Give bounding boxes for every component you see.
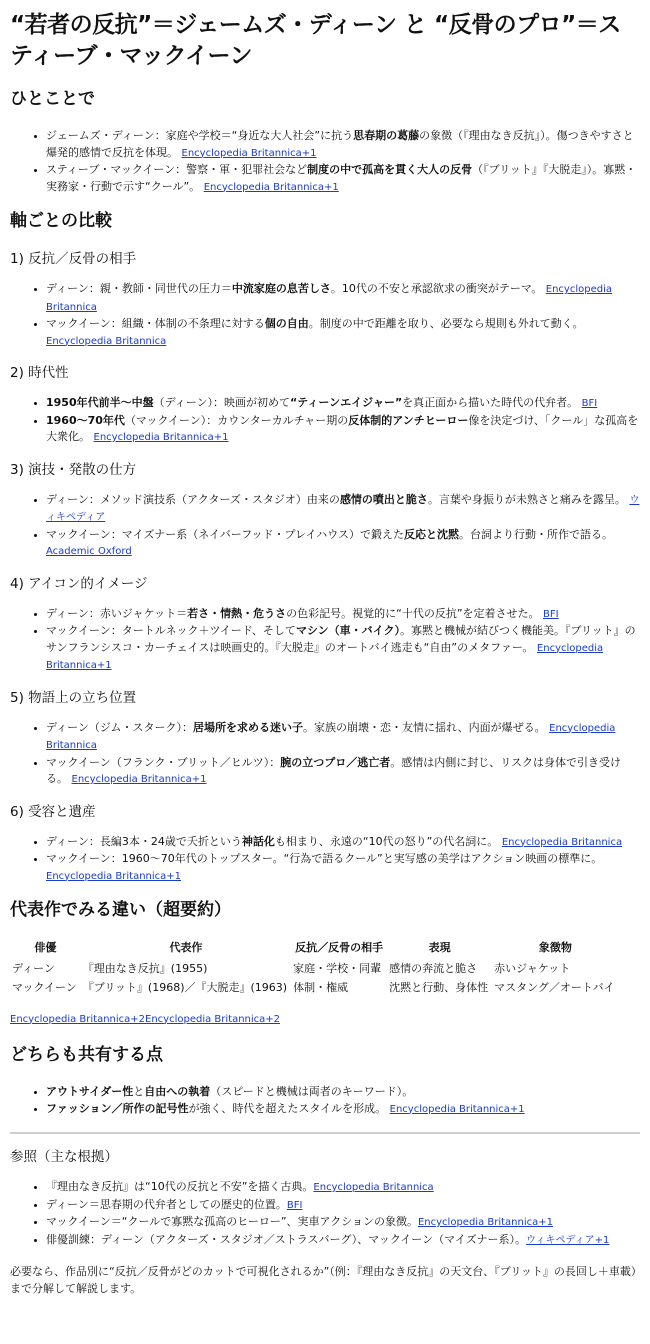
axis-list [10,606,640,675]
list-item: • マックイーン：1960〜70年代のトップスター。“行為で語るクール”と実写感の美学はアクション映画の標準に。 Encyclopedia Britannica+1 [46,851,640,885]
column-header: 代表作 [169,941,203,954]
source-link[interactable]: BFI [286,1199,303,1211]
list-item: • スティーブ・マックイーン：警察・軍・犯罪社会など制度の中で孤高を貫く大人の反骨（『ブリット』『大脱走』）。寡黙・実務家・行動で示す“クール”。 Encyclopedia Britannica+1 [46,162,640,196]
comparison-section [10,210,640,885]
column-header: 俳優 [34,941,57,954]
axis-title: 6) 受容と遺産 [10,803,96,820]
list-item: • マックイーン：マイズナー系（ネイバーフッド・プレイハウス）で鍛えた反応と沈黙。台詞より行動・所作で語る。 Academic Oxford [46,527,640,561]
table-cell: 家庭・学校・同輩 [293,961,382,975]
source-link[interactable]: ウィキペディア [46,494,640,523]
table-sources-link[interactable]: Encyclopedia Britannica+2Encyclopedia Britannica+2 [10,1013,281,1025]
shared-heading: どちらも共有する点 [10,1045,163,1065]
works-heading: 代表作でみる違い（超要約） [10,900,231,920]
list-item: • マックイーン＝“クールで寡黙な孤高のヒーロー”、実車アクションの象徴。Encyclopedia Britannica+1 [46,1214,640,1232]
table-cell: 沈黙と行動、身体性 [389,981,489,994]
table-row [10,979,619,999]
works-section [10,899,640,1028]
list-item: • アウトサイダー性と自由への執着（スピードと機械は両者のキーワード）。 [46,1084,640,1101]
summary-heading: ひとことで [10,89,95,109]
source-link[interactable]: ウィキペディア+1 [526,1234,610,1246]
summary-section [10,88,640,196]
list-item: • マックイーン：組織・体制の不条理に対する個の自由。制度の中で距離を取り、必要なら規則も外れて動く。 Encyclopedia Britannica [46,316,640,350]
table-cell: マックイーン [12,981,77,994]
works-table [10,939,619,999]
list-item: • 『理由なき反抗』は“10代の反抗と不安”を描く古典。Encyclopedia Britannica [46,1179,640,1197]
source-link[interactable]: Encyclopedia Britannica [501,836,623,848]
divider [10,1132,640,1134]
source-link[interactable]: Encyclopedia Britannica [46,335,167,347]
list-item: • 1960〜70年代（マックイーン）：カウンターカルチャー期の反体制的アンチヒーロー像を決定づけ、「クール」な孤高を大衆化。 Encyclopedia Britannica+1 [46,413,640,447]
column-header: 象徴物 [538,941,572,954]
list-item: • ディーン：メソッド演技系（アクターズ・スタジオ）由来の感情の噴出と脆さ。言葉や身振りが未熟さと痛みを露呈。 ウィキペディア [46,492,640,527]
list-item: • ファッション／所作の記号性が強く、時代を超えたスタイルを形成。 Encyclopedia Britannica+1 [46,1101,640,1119]
source-link[interactable]: Encyclopedia Britannica+1 [417,1217,554,1228]
table-cell: 感情の奔流と脆さ [389,961,478,975]
axis-list [10,395,640,447]
list-item: • ディーン：赤いジャケット＝若さ・情熱・危うさの色彩記号。視覚的に“十代の反抗”を定着させた。 BFI [46,606,640,624]
shared-list [10,1084,640,1118]
table-cell: ディーン [12,961,55,975]
axis-title: 2) 時代性 [10,365,69,381]
source-link[interactable]: Encyclopedia Britannica+1 [389,1103,525,1115]
source-link[interactable]: Encyclopedia Britannica [46,722,616,751]
source-link[interactable]: Encyclopedia Britannica+1 [71,774,207,785]
table-cell: 『理由なき反抗』(1955) [82,961,208,975]
page-title: “若者の反抗”＝ジェームズ・ディーン と “反骨のプロ”＝スティーブ・マックイーン [10,12,621,69]
table-header-row [10,939,619,960]
source-link[interactable]: Encyclopedia Britannica [313,1182,434,1193]
axis-list [10,492,640,561]
table-row [10,960,619,980]
source-link[interactable]: Encyclopedia Britannica+1 [203,181,339,193]
source-link[interactable]: BFI [581,398,598,409]
references-heading: 参照（主な根拠） [10,1149,118,1165]
axis-list [10,281,640,350]
references-section [10,1148,640,1249]
axis-title: 1) 反抗／反骨の相手 [10,251,137,267]
shared-section [10,1044,640,1118]
axis-list [10,834,640,886]
list-item: • 俳優訓練：ディーン（アクターズ・スタジオ／ストラスバーグ）、マックイーン（マイズナー系）。ウィキペディア+1 [46,1232,640,1250]
axis-title: 4) アイコン的イメージ [10,575,148,592]
source-link[interactable]: BFI [543,608,559,620]
table-cell: マスタング／オートバイ [494,981,615,994]
source-link[interactable]: Encyclopedia Britannica+1 [46,642,604,671]
list-item: • ジェームズ・ディーン：家庭や学校＝“身近な大人社会”に抗う思春期の葛藤の象徴（『理由なき反抗』）。傷つきやすさと爆発的感情で反抗を体現。 Encyclopedia Britannica+1 [46,128,640,162]
column-header: 表現 [428,941,451,954]
list-item: • マックイーン：タートルネック＋ツイード、そしてマシン（車・バイク）。寡黙と機械が結びつく機能美。『ブリット』のサンフランシスコ・カーチェイスは映画史的。『大脱走』のオートバイ逃走も“自由”のメタファー。 Encyclopedia Britannica+1 [46,623,640,675]
list-item: • 1950年代前半〜中盤（ディーン）：映画が初めて“ティーンエイジャー”を真正面から描いた時代の代弁者。 BFI [46,395,640,413]
axis-title: 3) 演技・発散の仕方 [10,461,137,478]
list-item: • マックイーン（フランク・ブリット／ヒルツ）：腕の立つプロ／逃亡者。感情は内側に封じ、リスクは身体で引き受ける。 Encyclopedia Britannica+1 [46,755,640,789]
table-cell: 赤いジャケット [494,961,571,975]
source-link[interactable]: Encyclopedia Britannica+1 [93,432,229,443]
axis-title: 5) 物語上の立ち位置 [10,689,137,706]
list-item: • ディーン：長編3本・24歳で夭折という神話化も相まり、永遠の“10代の怒り”の代名詞に。 Encyclopedia Britannica [46,834,640,852]
source-link[interactable]: Encyclopedia Britannica+1 [46,870,182,882]
summary-list [10,128,640,196]
references-list [10,1179,640,1249]
comparison-heading: 軸ごとの比較 [10,211,112,231]
list-item: • ディーン：親・教師・同世代の圧力＝中流家庭の息苦しさ。10代の不安と承認欲求の衝突がテーマ。 Encyclopedia Britannica [46,281,640,316]
source-link[interactable]: Encyclopedia Britannica [46,284,612,313]
closing-note: 必要なら、作品別に“反抗／反骨がどのカットで可視化されるか”（例：『理由なき反抗』の天文台、『ブリット』の長回し＋車載）まで分解して解説します。 [10,1265,637,1295]
list-item: • ディーン＝思春期の代弁者としての歴史的位置。BFI [46,1197,640,1215]
table-cell: 体制・権威 [293,981,349,994]
source-link[interactable]: Academic Oxford [46,546,132,557]
column-header: 反抗／反骨の相手 [295,941,384,954]
axis-list [10,720,640,789]
table-cell: 『ブリット』(1968)／『大脱走』(1963) [82,981,288,994]
source-link[interactable]: Encyclopedia Britannica+1 [181,147,317,159]
list-item: • ディーン（ジム・スターク）：居場所を求める迷い子。家族の崩壊・恋・友情に揺れ、内面が爆ぜる。 Encyclopedia Britannica [46,720,640,755]
